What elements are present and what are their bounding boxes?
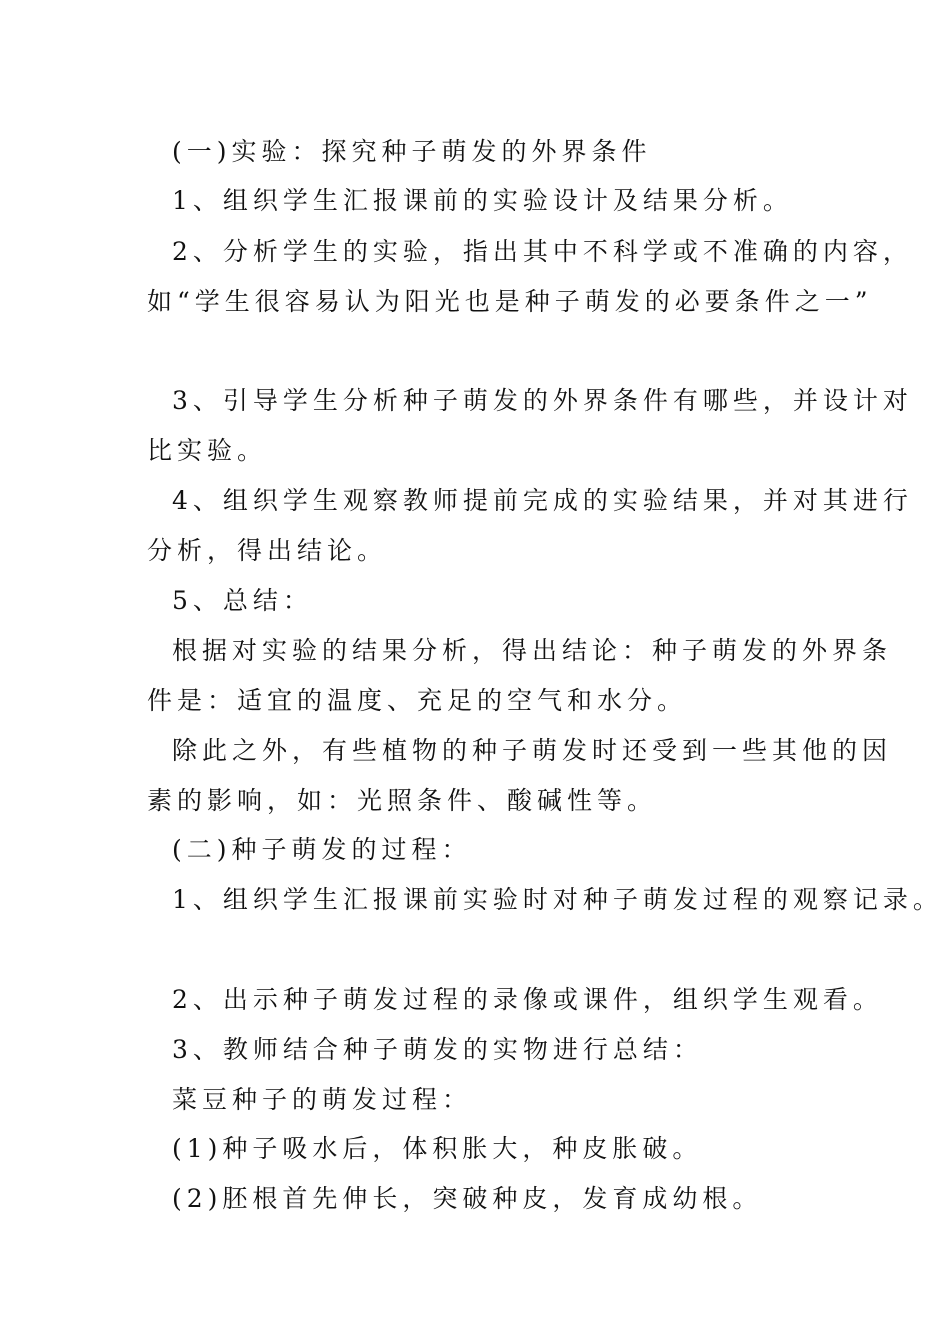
paragraph-line: 分析，得出结论。 xyxy=(147,536,388,565)
section-heading-experiment: (一)实验：探究种子萌发的外界条件 xyxy=(172,137,652,166)
paragraph-line: (2)胚根首先伸长，突破种皮，发育成幼根。 xyxy=(172,1184,763,1213)
paragraph-line: 菜豆种子的萌发过程： xyxy=(172,1085,473,1114)
paragraph-line: 2、出示种子萌发过程的录像或课件，组织学生观看。 xyxy=(172,985,883,1014)
paragraph-line: 1、组织学生汇报课前的实验设计及结果分析。 xyxy=(172,186,793,215)
paragraph-line: 根据对实验的结果分析，得出结论：种子萌发的外界条 xyxy=(172,636,893,665)
paragraph-line: 4、组织学生观察教师提前完成的实验结果，并对其进行 xyxy=(172,486,913,515)
section-heading-process: (二)种子萌发的过程： xyxy=(172,835,472,864)
paragraph-line: 3、教师结合种子萌发的实物进行总结： xyxy=(172,1035,703,1064)
paragraph-line: 素的影响，如：光照条件、酸碱性等。 xyxy=(147,786,658,815)
paragraph-line: (1)种子吸水后，体积胀大，种皮胀破。 xyxy=(172,1134,703,1163)
paragraph-line: 除此之外，有些植物的种子萌发时还受到一些其他的因 xyxy=(172,736,893,765)
paragraph-line: 1、组织学生汇报课前实验时对种子萌发过程的观察记录。 xyxy=(172,885,943,914)
paragraph-line: 比实验。 xyxy=(147,436,268,465)
paragraph-line: 件是：适宜的温度、充足的空气和水分。 xyxy=(147,686,688,715)
paragraph-line: 2、分析学生的实验，指出其中不科学或不准确的内容， xyxy=(172,237,913,266)
paragraph-line: 3、引导学生分析种子萌发的外界条件有哪些，并设计对 xyxy=(172,386,913,415)
paragraph-line: 5、总结： xyxy=(172,586,313,615)
paragraph-line: 如“学生很容易认为阳光也是种子萌发的必要条件之一” xyxy=(147,287,873,316)
